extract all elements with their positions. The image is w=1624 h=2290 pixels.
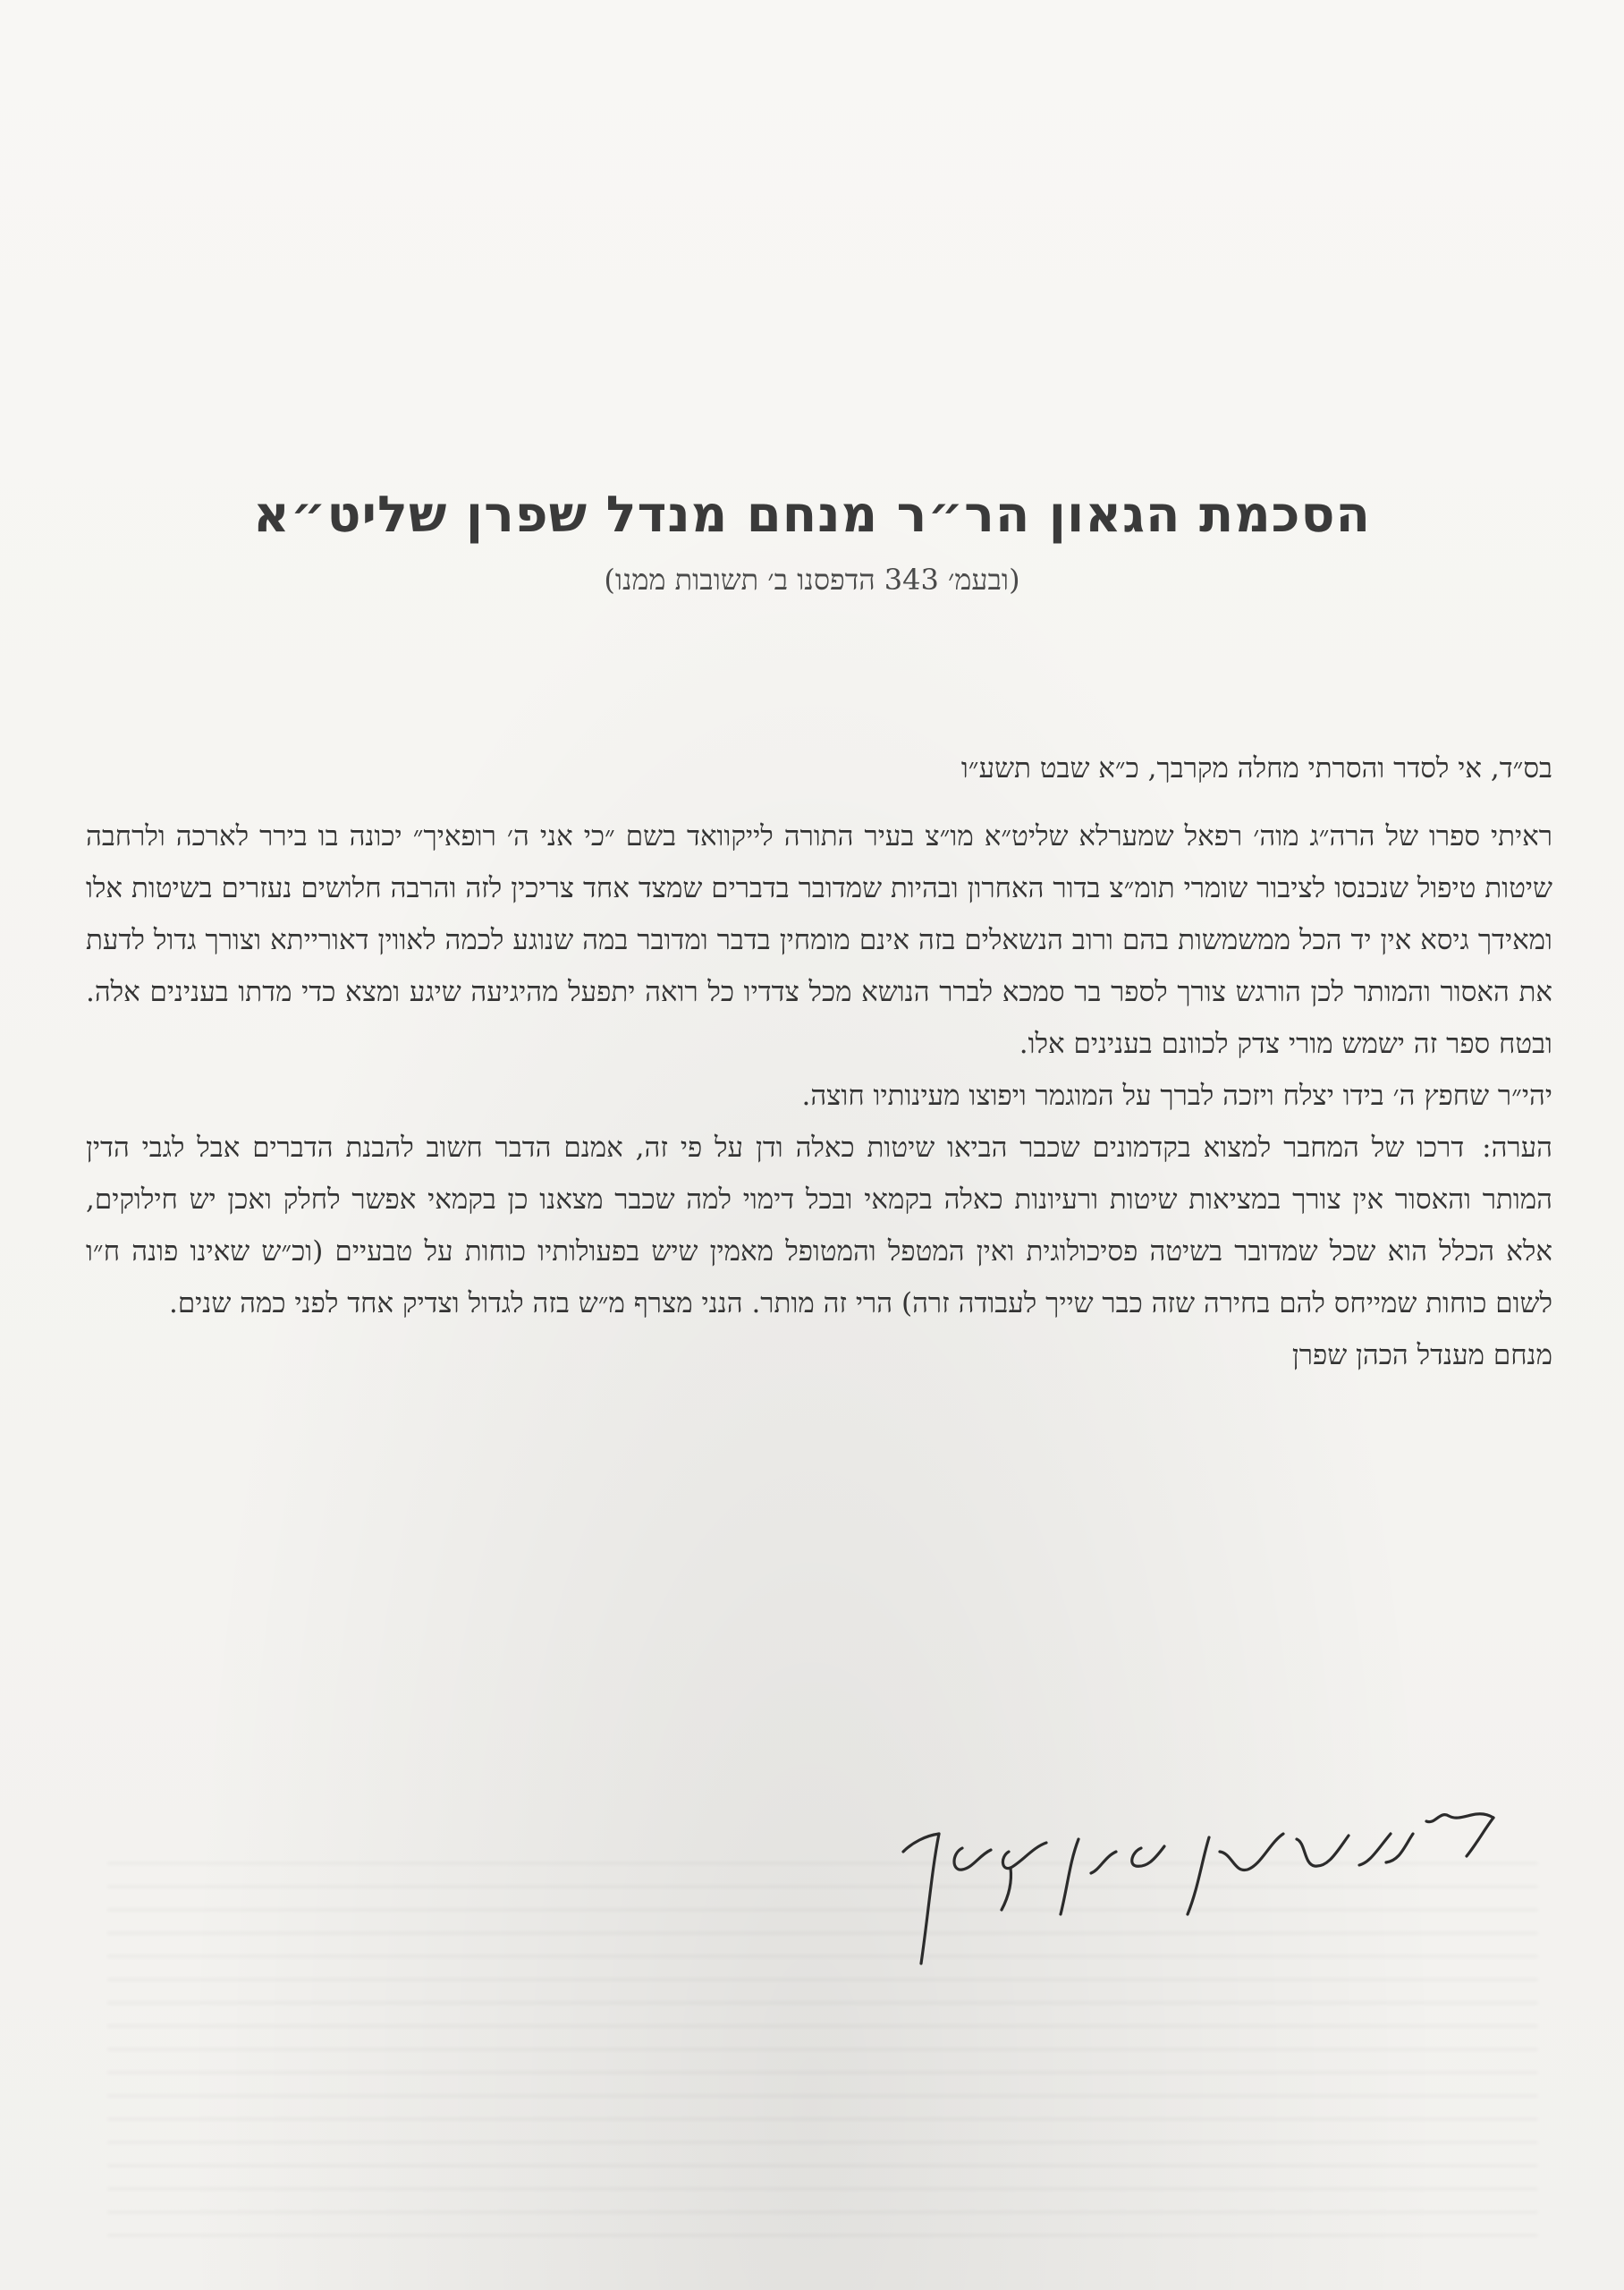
note-paragraph — [86, 1122, 1552, 1329]
paragraph-blessing: יהי״ר שחפץ ה׳ בידו יצלח ויזכה לברך על המוגמר ויפוצו מעינותיו חוצה. — [801, 1080, 1552, 1112]
paragraph-approbation: ראיתי ספרו של הרה״ג מוה׳ רפאל שמערלא שליט״א מו״צ בעיר התורה לייקוואד בשם ״כי אני ה׳ רופאיך״ יכונה בו בירר לארכה ולרחבה שיטות טיפול שנכנסו לציבור שומרי תומ״צ בדור האחרון ובהיות שמדובר בדברים שמצד אחד צריכין לזה והרבה חלושים נעזרים בשיטות אלו ומאידך גיסא אין יד הכל ממשמשות בהם ורוב הנשאלים בזה אינם מומחין בדבר ומדובר במה שנוגע לכמה לאווין דאורייתא וצורך גדול לדעת את האסור והמותר לכן הורגש צורך לספר בר סמכא לברר הנושא מכל צדדיו כל רואה יתפעל מהיגיעה שיגע ומצא כדי מדתו בענינים אלה. ובטח ספר זה ישמש מורי צדק לכוונם בענינים אלו. — [86, 820, 1552, 1060]
handwritten-signature — [876, 1780, 1520, 1977]
page-subtitle: (ובעמ׳ 343 הדפסנו ב׳ תשובות ממנו) — [604, 563, 1020, 597]
dateline: בס״ד, אי לסדר והסרתי מחלה מקרבך, כ״א שבט תשע״ו — [960, 752, 1552, 785]
header — [0, 483, 1624, 599]
note-text: דרכו של המחבר למצוא בקדמונים שכבר הביאו שיטות כאלה ודן על פי זה, אמנם הדבר חשוב להבנת הדברים אבל לגבי הדין המותר והאסור אין צורך במציאות שיטות ורעיונות כאלה בקמאי ובכל דימוי למה שכבר מצאנו כן בקמאי אפשר לחלק ואכן יש חילוקים, אלא הכלל הוא שכל שמדובר בשיטה פסיכולוגית ואין המטפל והמטופל מאמין שיש בפעולותיו כוחות על טבעיים (וכ״ש שאינו פונה ח״ו לשום כוחות שמייחס להם בחירה שזה כבר שייך לעבודה זרה) הרי זה מותר. הנני מצרף מ״ש בזה לגדול וצדיק אחד לפני כמה שנים. — [86, 1132, 1552, 1319]
note-label: הערה: — [1482, 1132, 1553, 1164]
page-title: הסכמת הגאון הר״ר מנחם מנדל שפרן שליט״א — [252, 486, 1372, 544]
signer-name: מנחם מענדל הכהן שפרן — [1291, 1339, 1552, 1371]
letter-body — [86, 742, 1552, 1381]
